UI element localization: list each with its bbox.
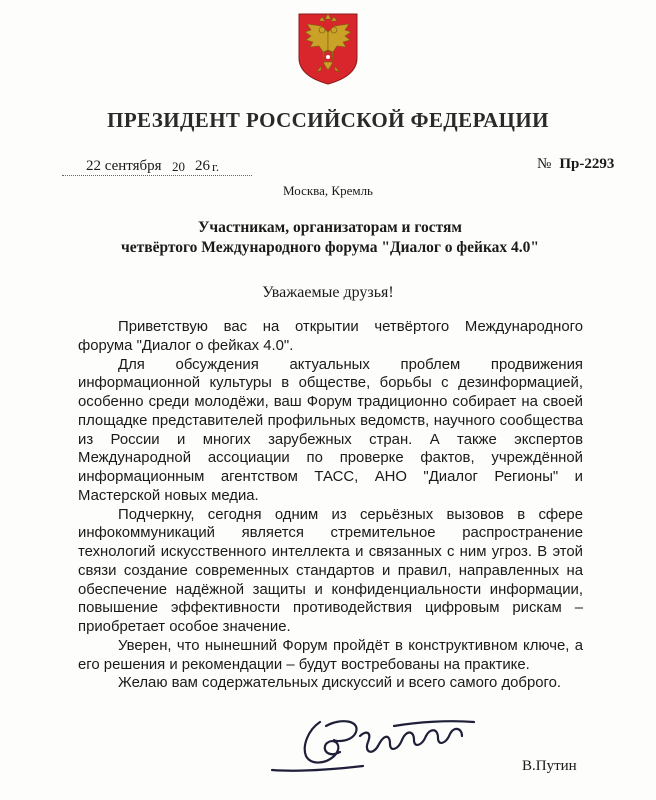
body-paragraph: Подчеркну, сегодня одним из серьёзных вызовов в сфере инфокоммуникаций является стремительное распространение технологий искусственного интеллекта и связанных с ним угроз. В этой связи создание современных стандартов и правил, направленных на обеспечение надёжной защиты и конфиденциальности информации, повышение эффективности противодействия цифровым рискам – приобретает особое значение. bbox=[78, 506, 583, 635]
body-paragraph: Желаю вам содержательных дискуссий и всего самого доброго. bbox=[118, 675, 562, 692]
document-date bbox=[62, 157, 252, 176]
date-year-prefix: 20 bbox=[172, 159, 185, 174]
date-year-suffix: 26 bbox=[195, 158, 210, 174]
coat-of-arms-icon bbox=[297, 12, 359, 86]
number-sign: № bbox=[537, 156, 552, 172]
date-year-mark: г. bbox=[212, 159, 220, 174]
salutation: Уважаемые друзья! bbox=[262, 284, 394, 301]
body-paragraph: Приветствую вас на открытии четвёртого Международного форума "Диалог о фейках 4.0". bbox=[78, 319, 583, 354]
signer-name: В.Путин bbox=[522, 758, 577, 774]
document-number bbox=[537, 156, 614, 173]
page-title: ПРЕЗИДЕНТ РОССИЙСКОЙ ФЕДЕРАЦИИ bbox=[107, 108, 549, 132]
addressee-block bbox=[120, 218, 540, 258]
handwritten-signature bbox=[268, 712, 500, 788]
body-paragraph: Уверен, что нынешний Форум пройдёт в конструктивном ключе, а его решения и рекомендации – будут востребованы на практике. bbox=[78, 637, 583, 673]
addressee-line: Участникам, организаторам и гостям bbox=[198, 219, 462, 236]
addressee-line: четвёртого Международного форума "Диалог о фейках 4.0" bbox=[120, 239, 540, 256]
number-value: Пр-2293 bbox=[559, 156, 615, 172]
date-day-month: 22 сентября bbox=[86, 158, 162, 174]
body-paragraph: Для обсуждения актуальных проблем продвижения информационной культуры в обществе, борьбы с дезинформацией, особенно среди молодёжи, ваш Форум традиционно собирает на своей площадке представителей профильных ведомств, научного сообщества из России и многих зарубежных стран. А также экспертов Международной ассоциации по проверке фактов, учреждённой информационным агентством ТАСС, АНО "Диалог Регионы" и Мастерской новых медиа. bbox=[78, 356, 583, 504]
document-place: Москва, Кремль bbox=[283, 183, 373, 198]
letter-body bbox=[78, 318, 583, 693]
